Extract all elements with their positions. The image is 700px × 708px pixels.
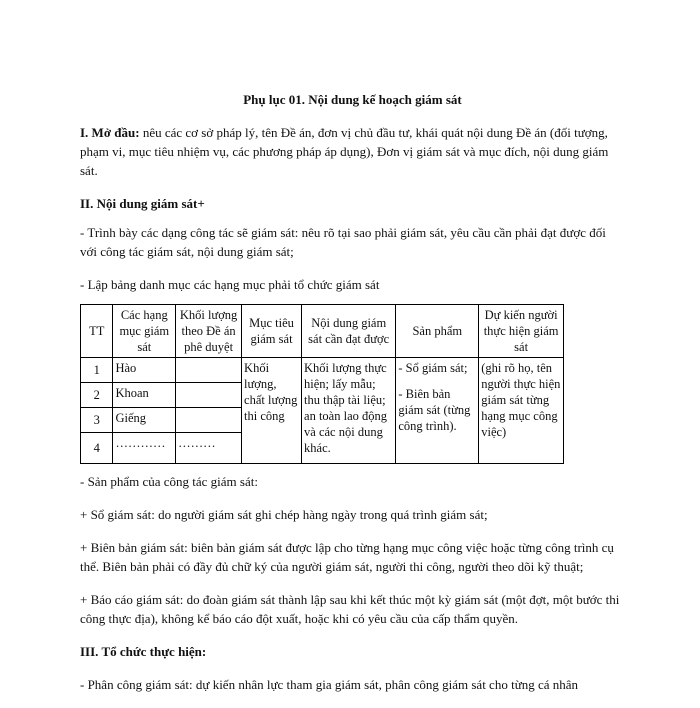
row-volume: ……… — [176, 433, 242, 464]
row-tt: 3 — [81, 408, 113, 433]
products-item-3: + Báo cáo giám sát: do đoàn giám sát thành lập sau khi kết thúc một kỳ giám sát (một đợt, một bước thi công thực địa), không kể báo cáo đột xuất, hoặc khi có yêu cầu của cấp thẩm quyền. — [80, 592, 620, 626]
header-goal: Mục tiêu giám sát — [242, 305, 302, 358]
header-tt: TT — [81, 305, 113, 358]
row-volume — [176, 358, 242, 383]
section-content-para1: - Trình bày các dạng công tác sẽ giám sát: nêu rõ tại sao phải giám sát, yêu cầu cần phải đạt được đối với công tác giám sát, nội dung giám sát; — [80, 225, 606, 259]
row-volume — [176, 408, 242, 433]
section-organize-heading: III. Tổ chức thực hiện: — [80, 644, 207, 659]
header-product: Sản phẩm — [396, 305, 479, 358]
section-content-para2: - Lập bảng danh mục các hạng mục phải tổ chức giám sát — [80, 277, 380, 292]
row-tt: 1 — [81, 358, 113, 383]
row-item: Giếng — [113, 408, 176, 433]
document-page — [80, 90, 625, 708]
section-content-heading: II. Nội dung giám sát+ — [80, 196, 205, 211]
section-intro-heading: I. Mở đầu: — [80, 125, 140, 140]
header-items: Các hạng mục giám sát — [113, 305, 176, 358]
supervision-table — [80, 304, 564, 464]
product-line-2: - Biên bản giám sát (từng công trình). — [398, 387, 471, 433]
row-volume — [176, 383, 242, 408]
header-person: Dự kiến người thực hiện giám sát — [479, 305, 564, 358]
section-intro — [80, 123, 625, 180]
section-intro-text: nêu các cơ sở pháp lý, tên Đề án, đơn vị chủ đầu tư, khái quát nội dung Đề án (đối tượng, phạm vi, mục tiêu nhiệm vụ, các phương pháp áp dụng), Đơn vị giám sát và mục đích, nội dung giám sát. — [80, 125, 609, 178]
products-intro: - Sản phẩm của công tác giám sát: — [80, 474, 258, 489]
table-header-row — [81, 305, 564, 358]
page-title: Phụ lục 01. Nội dung kế hoạch giám sát — [243, 92, 462, 107]
products-item-1: + Sổ giám sát: do người giám sát ghi chép hàng ngày trong quá trình giám sát; — [80, 507, 488, 522]
header-volume: Khối lượng theo Đề án phê duyệt — [176, 305, 242, 358]
content-cell: Khối lượng thực hiện; lấy mẫu; thu thập tài liệu; an toàn lao động và các nội dung khác. — [302, 358, 396, 464]
row-item: ………… — [113, 433, 176, 464]
product-cell — [396, 358, 479, 464]
products-item-2: + Biên bản giám sát: biên bản giám sát được lập cho từng hạng mục công việc hoặc từng công trình cụ thể. Biên bản phải có đầy đủ chữ ký của người giám sát, người thi công, người theo dõi kỹ thuật; — [80, 540, 614, 574]
row-tt: 2 — [81, 383, 113, 408]
table-row — [81, 358, 564, 383]
product-line-1: - Sổ giám sát; — [398, 361, 468, 375]
section-organize-text: - Phân công giám sát: dự kiến nhân lực tham gia giám sát, phân công giám sát cho từng cá nhân — [80, 677, 579, 692]
row-item: Hào — [113, 358, 176, 383]
header-content: Nội dung giám sát cần đạt được — [302, 305, 396, 358]
goal-cell: Khối lượng, chất lượng thi công — [242, 358, 302, 464]
row-item: Khoan — [113, 383, 176, 408]
person-cell: (ghi rõ họ, tên người thực hiện giám sát từng hạng mục công việc) — [479, 358, 564, 464]
row-tt: 4 — [81, 433, 113, 464]
